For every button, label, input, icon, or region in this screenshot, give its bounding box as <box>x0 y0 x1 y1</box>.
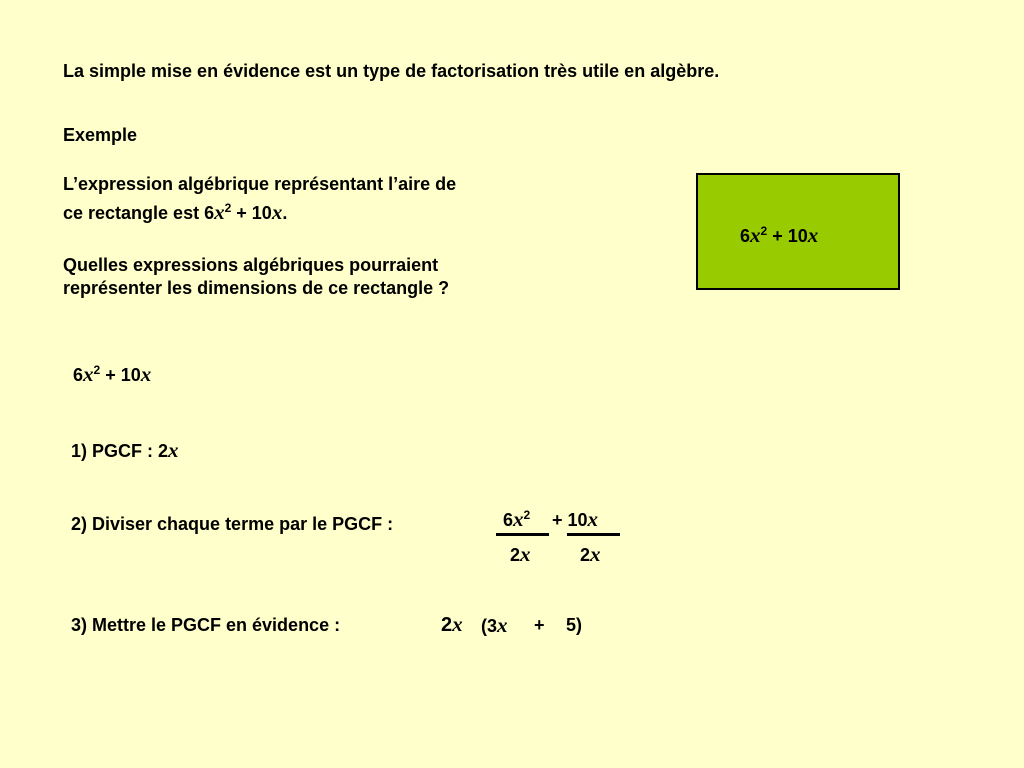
variable-x: x <box>807 223 819 247</box>
open-paren-three: (3 <box>481 616 498 636</box>
question-line-1: Quelles expressions algébriques pourraient <box>63 255 439 275</box>
variable-x: x <box>168 438 179 462</box>
factor-coef: 2 <box>441 614 453 636</box>
question-line-2: représenter les dimensions de ce rectangle ? <box>63 278 450 298</box>
description-line-2 <box>63 200 287 225</box>
period: . <box>282 203 288 223</box>
rectangle-area-label <box>740 223 818 248</box>
description-line-1: L’expression algébrique représentant l’aire de <box>63 174 457 194</box>
fraction-2-bar <box>567 533 620 536</box>
exponent: 2 <box>224 201 232 215</box>
description-prefix: ce rectangle est 6 <box>63 203 215 223</box>
step-1 <box>71 438 179 463</box>
fraction-1-bar <box>496 533 549 536</box>
num-coef: 6 <box>503 510 514 530</box>
exponent: 2 <box>760 224 768 238</box>
fraction-1-numerator <box>503 507 530 532</box>
intro-text: La simple mise en évidence est un type de factorisation très utile en algèbre. <box>63 61 720 81</box>
fraction-2-denominator <box>580 542 601 567</box>
den-coef: 2 <box>510 545 521 565</box>
example-heading: Exemple <box>63 125 138 145</box>
rect-coef: 6 <box>740 226 751 246</box>
step-3-label: 3) Mettre le PGCF en évidence : <box>71 615 341 635</box>
plus-ten: + 10 <box>552 510 588 530</box>
step-2-label: 2) Diviser chaque terme par le PGCF : <box>71 514 394 534</box>
gcf-factor <box>441 612 463 637</box>
variable-x: x <box>590 542 601 566</box>
variable-x: x <box>83 362 94 386</box>
exponent: 2 <box>523 508 531 522</box>
five-close-paren: 5) <box>566 615 583 635</box>
plus-ten: + 10 <box>231 203 272 223</box>
expr-coef: 6 <box>73 365 84 385</box>
variable-x: x <box>214 200 225 224</box>
variable-x: x <box>497 613 508 637</box>
inner-plus: + <box>534 615 545 635</box>
variable-x: x <box>271 200 283 224</box>
plus-ten: + 10 <box>767 226 808 246</box>
fraction-1-denominator <box>510 542 531 567</box>
variable-x: x <box>587 507 599 531</box>
step-1-label: 1) PGCF : 2 <box>71 441 169 461</box>
variable-x: x <box>520 542 531 566</box>
paren-three <box>481 613 508 638</box>
plus-ten: + 10 <box>100 365 141 385</box>
expression <box>73 362 151 387</box>
variable-x: x <box>750 223 761 247</box>
variable-x: x <box>140 362 152 386</box>
den-coef: 2 <box>580 545 591 565</box>
fraction-2-numerator <box>552 507 598 532</box>
variable-x: x <box>513 507 524 531</box>
variable-x: x <box>452 612 463 636</box>
exponent: 2 <box>93 363 101 377</box>
